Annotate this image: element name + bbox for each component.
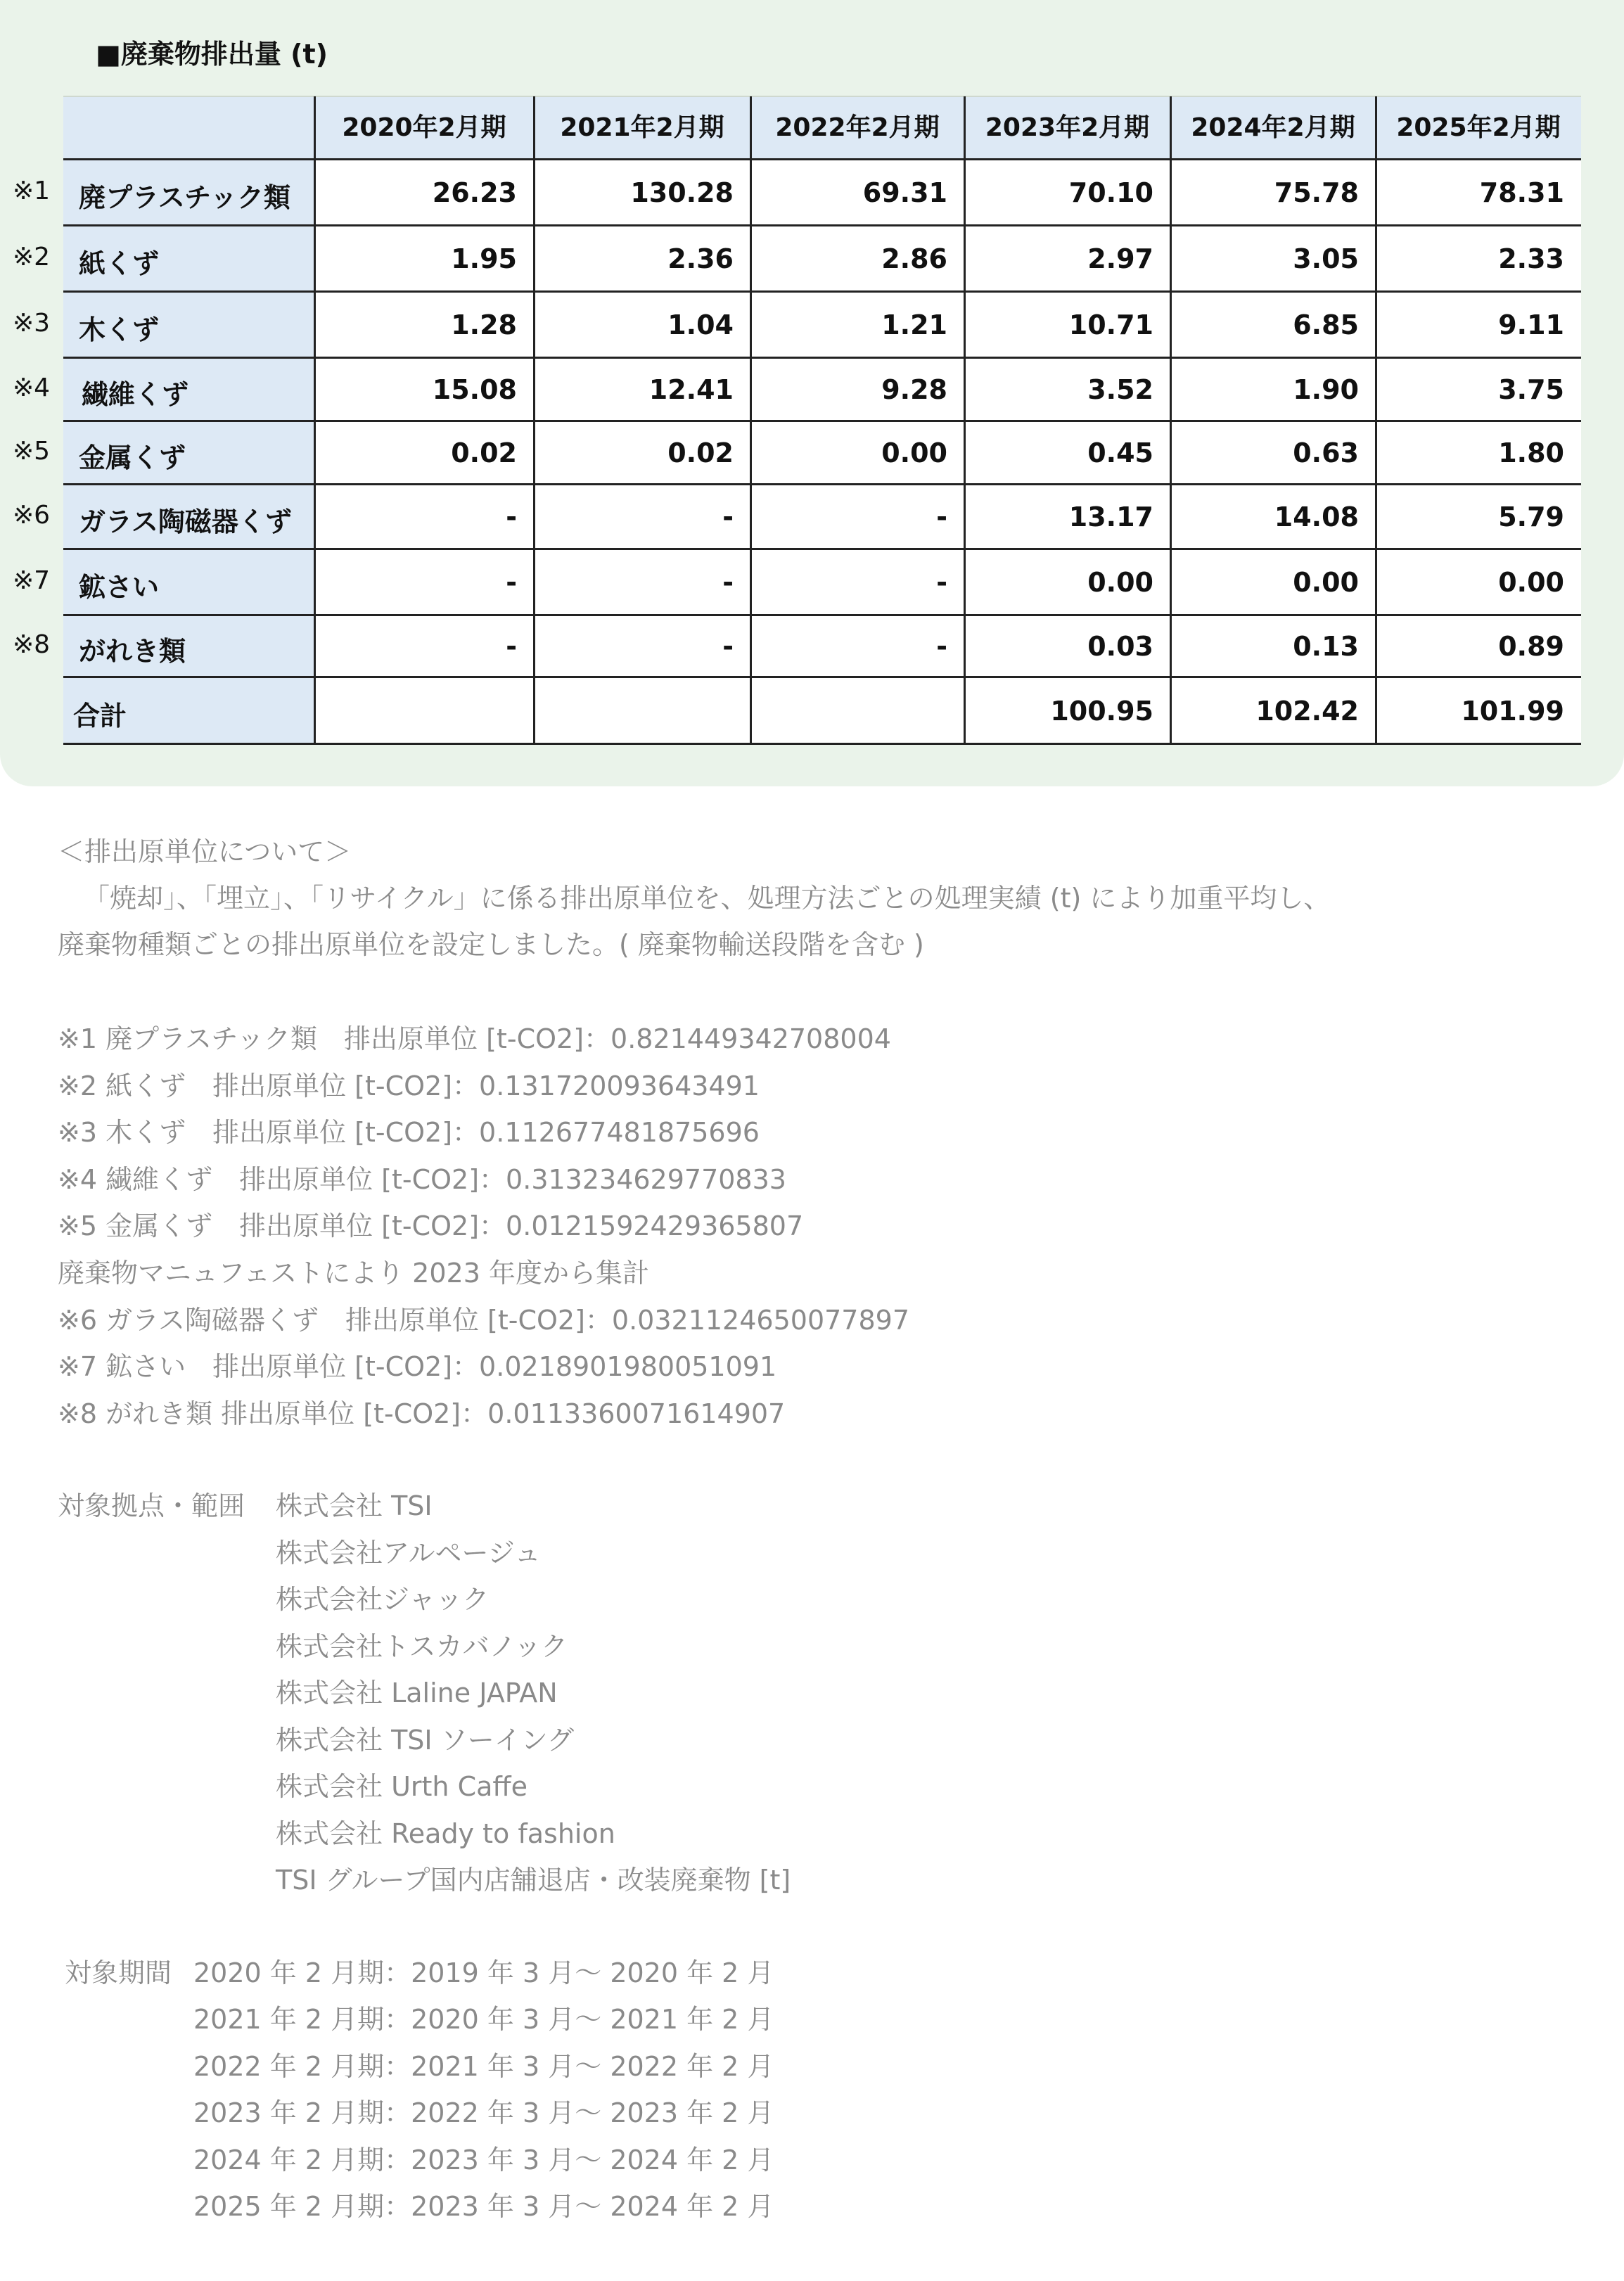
table-cell: 101.99 xyxy=(1461,695,1564,727)
table-cell: 15.08 xyxy=(432,374,517,405)
table-hline xyxy=(63,420,1581,422)
table-cell: 1.04 xyxy=(667,309,734,340)
table-cell: 1.95 xyxy=(451,243,517,274)
table-cell: 0.02 xyxy=(451,437,517,468)
table-cell: 1.90 xyxy=(1293,374,1359,405)
table-cell: - xyxy=(506,567,517,598)
table-cell: 0.02 xyxy=(667,437,734,468)
row-label: 廃プラスチック類 xyxy=(79,182,290,213)
period-item: 2024 年 2 月期：2023 年 3 月～ 2024 年 2 月 xyxy=(193,2144,774,2175)
row-mark: ※8 xyxy=(13,630,51,659)
table-hline xyxy=(63,290,1581,293)
header-2024: 2024年2月期 xyxy=(1191,113,1355,142)
table-cell: 1.80 xyxy=(1498,437,1564,468)
table-cell: 0.00 xyxy=(1293,567,1359,598)
header-2025: 2025年2月期 xyxy=(1396,113,1561,142)
emission-factor-line: ※5 金属くず 排出原単位 [t-CO2]：0.0121592429365807 xyxy=(58,1210,804,1242)
row-mark: ※6 xyxy=(13,501,51,530)
notes-heading: ＜排出原単位について＞ xyxy=(58,836,352,867)
table-cell: 69.31 xyxy=(862,177,947,208)
table-cell: 6.85 xyxy=(1293,309,1359,340)
emission-factor-line: ※1 廃プラスチック類 排出原単位 [t-CO2]：0.821449342708004 xyxy=(58,1023,891,1054)
emission-factor-line: ※6 ガラス陶磁器くず 排出原単位 [t-CO2]：0.0321124650077897 xyxy=(58,1304,910,1336)
table-cell: 0.63 xyxy=(1293,437,1359,468)
row-mark: ※7 xyxy=(13,566,51,595)
table-cell: 0.45 xyxy=(1087,437,1153,468)
row-label: 金属くず xyxy=(79,442,186,473)
table-hline xyxy=(63,357,1581,359)
period-item: 2022 年 2 月期：2021 年 3 月～ 2022 年 2 月 xyxy=(193,2050,774,2082)
scope-item: TSI グループ国内店舗退店・改装廃棄物 [t] xyxy=(276,1865,791,1896)
table-cell: - xyxy=(936,631,947,662)
table-cell: 2.36 xyxy=(667,243,734,274)
table-title: ■廃棄物排出量 (t) xyxy=(96,39,328,70)
table-cell: 5.79 xyxy=(1498,501,1564,532)
header-2020: 2020年2月期 xyxy=(342,113,506,142)
table-cell: 3.05 xyxy=(1293,243,1359,274)
table-cell: 1.21 xyxy=(881,309,947,340)
row-label: 鉱さい xyxy=(79,572,160,603)
row-mark: ※1 xyxy=(13,177,51,205)
scope-label: 対象拠点・範囲 xyxy=(58,1490,245,1521)
table-cell: - xyxy=(936,501,947,532)
header-2021: 2021年2月期 xyxy=(560,113,724,142)
row-mark: ※2 xyxy=(13,243,51,271)
table-cell: 2.97 xyxy=(1087,243,1153,274)
table-cell: 26.23 xyxy=(432,177,517,208)
row-label: ガラス陶磁器くず xyxy=(79,506,292,537)
period-item: 2021 年 2 月期：2020 年 3 月～ 2021 年 2 月 xyxy=(193,2004,774,2036)
table-cell: 0.13 xyxy=(1293,631,1359,662)
row-label: がれき類 xyxy=(79,636,186,667)
emission-factor-line: ※4 繊維くず 排出原単位 [t-CO2]：0.313234629770833 xyxy=(58,1163,786,1195)
period-item: 2020 年 2 月期：2019 年 3 月～ 2020 年 2 月 xyxy=(193,1957,774,1988)
table-cell: 70.10 xyxy=(1068,177,1153,208)
scope-item: 株式会社 Urth Caffe xyxy=(276,1771,528,1802)
period-item: 2023 年 2 月期：2022 年 3 月～ 2023 年 2 月 xyxy=(193,2097,774,2129)
emission-factor-line: ※8 がれき類 排出原単位 [t-CO2]：0.0113360071614907 xyxy=(58,1398,786,1429)
table-cell: - xyxy=(722,501,734,532)
table-cell: 2.86 xyxy=(881,243,947,274)
table-cell: 9.28 xyxy=(881,374,947,405)
table-cell: 3.52 xyxy=(1087,374,1153,405)
table-cell: 0.00 xyxy=(1498,567,1564,598)
row-label: 紙くず xyxy=(79,248,160,279)
row-mark: ※5 xyxy=(13,437,51,466)
period-label: 対象期間 xyxy=(65,1957,172,1988)
row-mark: ※4 xyxy=(13,373,51,402)
row-label: 合計 xyxy=(73,700,127,731)
table-cell: 0.00 xyxy=(1087,567,1153,598)
scope-item: 株式会社 TSI xyxy=(276,1490,433,1521)
emission-factor-line: ※2 紙くず 排出原単位 [t-CO2]：0.131720093643491 xyxy=(58,1070,760,1101)
row-label: 繊維くず xyxy=(82,379,189,410)
table-cell: 1.28 xyxy=(451,309,517,340)
table-hline xyxy=(63,676,1581,678)
table-cell: - xyxy=(506,631,517,662)
table-cell: 100.95 xyxy=(1050,695,1153,727)
table-cell: 2.33 xyxy=(1498,243,1564,274)
emission-factor-line: ※7 鉱さい 排出原単位 [t-CO2]：0.0218901980051091 xyxy=(58,1351,777,1383)
row-mark: ※3 xyxy=(13,309,51,338)
period-item: 2025 年 2 月期：2023 年 3 月～ 2024 年 2 月 xyxy=(193,2191,774,2222)
table-cell: 102.42 xyxy=(1255,695,1359,727)
table-hline xyxy=(63,224,1581,226)
table-cell: - xyxy=(722,567,734,598)
table-cell: - xyxy=(722,631,734,662)
scope-item: 株式会社 Ready to fashion xyxy=(276,1817,615,1849)
table-hline xyxy=(63,743,1581,745)
header-2022: 2022年2月期 xyxy=(775,113,940,142)
scope-item: 株式会社トスカバノック xyxy=(276,1630,568,1662)
table-hline xyxy=(63,483,1581,485)
table-cell: - xyxy=(506,501,517,532)
table-cell: 75.78 xyxy=(1274,177,1359,208)
table-cell: 12.41 xyxy=(648,374,734,405)
table-cell: 130.28 xyxy=(630,177,734,208)
header-2023: 2023年2月期 xyxy=(985,113,1150,142)
table-cell: 0.03 xyxy=(1087,631,1153,662)
table-cell: 9.11 xyxy=(1498,309,1564,340)
row-label: 木くず xyxy=(79,314,160,345)
scope-item: 株式会社 Laline JAPAN xyxy=(276,1678,558,1708)
emission-factor-line: 廃棄物マニュフェストにより 2023 年度から集計 xyxy=(58,1258,649,1289)
table-cell: 0.00 xyxy=(881,437,947,468)
scope-item: 株式会社アルページュ xyxy=(276,1537,541,1568)
scope-item: 株式会社 TSI ソーイング xyxy=(276,1724,574,1756)
table-cell: 78.31 xyxy=(1479,177,1564,208)
table-hline xyxy=(63,548,1581,550)
emission-factor-line: ※3 木くず 排出原単位 [t-CO2]：0.112677481875696 xyxy=(58,1117,760,1149)
table-cell: 10.71 xyxy=(1068,309,1153,340)
notes-desc-line1: 「焼却」、「埋立」、「リサイクル」に係る排出原単位を、処理方法ごとの処理実績 (t) により加重平均し、 xyxy=(83,883,1331,914)
table-cell: 3.75 xyxy=(1498,374,1564,405)
table-cell: 13.17 xyxy=(1068,501,1153,532)
table-cell: 0.89 xyxy=(1498,631,1564,662)
table-cell: 14.08 xyxy=(1274,501,1359,532)
scope-item: 株式会社ジャック xyxy=(276,1584,490,1615)
notes-desc-line2: 廃棄物種類ごとの排出原単位を設定しました。( 廃棄物輸送段階を含む ) xyxy=(58,929,924,960)
table-hline xyxy=(63,614,1581,616)
table-cell: - xyxy=(936,567,947,598)
